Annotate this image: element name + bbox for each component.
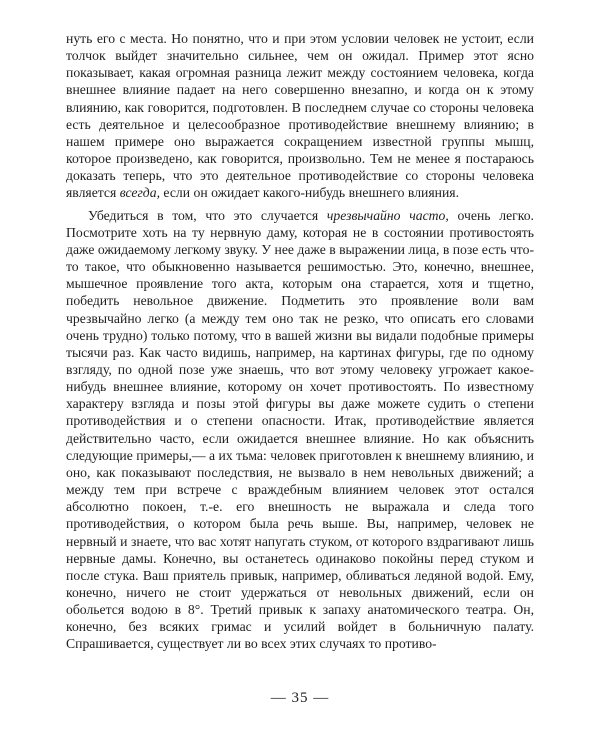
- italic-emphasis: чрезвычайно часто,: [326, 207, 449, 223]
- paragraph-text: нуть его с места. Но понятно, что и при этом условии человек не устоит, если толчок выйдет значительно сильнее, чем он ожидал. Пример этот ясно показывает, какая огромная разница лежит между состоянием человека, когда внешнее влияние падает на него совершенно внезапно, и когда он к этому влиянию, как говорится, подготовлен. В последнем случае со стороны человека есть деятельное и целесообразное противодействие внешнему влиянию; в нашем примере оно выражается сокращением известной группы мышц, которое произведено, как говорится, произвольно. Тем не менее я постараюсь доказать теперь, что это деятельное противодействие со стороны человека является: [66, 31, 534, 201]
- italic-emphasis: всегда,: [119, 185, 160, 201]
- paragraph-text: если он ожидает какого-нибудь внешнего влияния.: [160, 185, 460, 201]
- paragraph-text: Убедиться в том, что это случается: [88, 207, 327, 223]
- paragraph: [66, 207, 534, 653]
- paragraph-text: очень легко. Посмотрите хоть на ту нервную даму, которая не в состоянии противостоять даже ожидаемому легкому звуку. У нее даже в выражении лица, в позе есть что-то такое, что обыкновенно называется решимостью. Это, конечно, внешнее, мышечное проявление того акта, которым она старается, хотя и тщетно, победить невольное движение. Подметить это проявление воли вам чрезвычайно легко (а между тем оно так не резко, что описать его словами очень трудно) только потому, что в вашей жизни вы видали подобные примеры тысячи раз. Как часто видишь, например, на картинах фигуры, где по одному взгляду, по одной позе уже знаешь, что вот этому человеку угрожает какое-нибудь внешнее влияние, которому он хочет противостоять. По известному характеру взгляда и позы этой фигуры вы даже можете судить о степени противодействия и о степени опасности. Итак, противодействие является действительно часто, если ожидается внешнее влияние. Но как объяснить следующие примеры,— а их тьма: человек приготовлен к внешнему влиянию, и оно, как показывают последствия, не вызвало в нем невольных движений; а между тем при встрече с враждебным влиянием человек этот остался абсолютно покоен, т.-е. его внешность не выражала и следа того противодействия, о котором была речь выше. Вы, например, человек не нервный и знаете, что вас хотят напугать стуком, от которого вздрагивают лишь нервные дамы. Конечно, вы останетесь одинаково покойны перед стуком и после стука. Ваш приятель привык, например, обливаться ледяной водой. Ему, конечно, ничего не стоит удержаться от невольных движений, если он обольется водою в 8°. Третий привык к запаху анатомического театра. Он, конечно, без всяких гримас и усилий войдет в больничную палату. Спрашивается, существует ли во всех этих случаях то противо-: [66, 207, 534, 652]
- page-number: — 35 —: [270, 690, 330, 706]
- page-body: [66, 30, 534, 653]
- paragraph: [66, 30, 534, 202]
